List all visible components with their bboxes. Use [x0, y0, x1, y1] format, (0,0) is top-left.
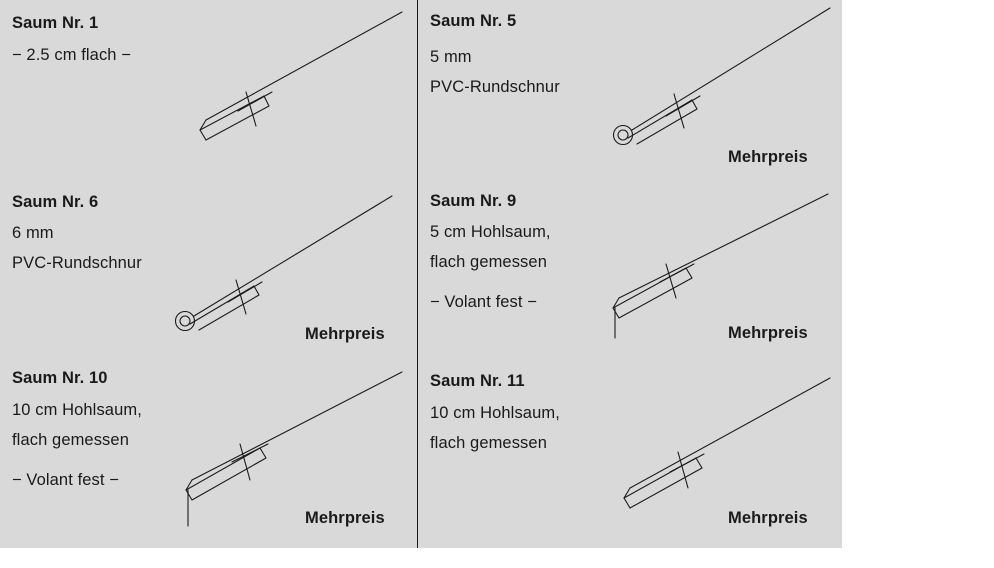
hem-item-saum-10 [0, 356, 417, 548]
saum-10-surcharge: Mehrpreis [305, 509, 385, 527]
saum-10-volant-note: − Volant fest − [12, 471, 119, 489]
saum-6-surcharge: Mehrpreis [305, 325, 385, 343]
saum-5-title: Saum Nr. 5 [430, 12, 517, 30]
saum-11-surcharge: Mehrpreis [728, 509, 808, 527]
saum-9-line-2: flach gemessen [430, 253, 547, 271]
saum-11-line-2: flach gemessen [430, 434, 547, 452]
saum-1-line-1: − 2.5 cm flach − [12, 46, 131, 64]
saum-10-title: Saum Nr. 10 [12, 369, 108, 387]
hem-item-saum-9 [418, 178, 842, 356]
saum-10-drawing [170, 368, 405, 518]
hem-item-saum-11 [418, 356, 842, 548]
saum-10-line-2: flach gemessen [12, 431, 129, 449]
saum-1-title: Saum Nr. 1 [12, 14, 99, 32]
saum-10-line-1: 10 cm Hohlsaum, [12, 401, 142, 419]
saum-6-title: Saum Nr. 6 [12, 193, 99, 211]
saum-5-drawing [604, 4, 834, 144]
hem-item-saum-6 [0, 178, 417, 356]
saum-11-title: Saum Nr. 11 [430, 372, 525, 390]
saum-9-drawing [604, 190, 834, 330]
saum-5-line-2: PVC-Rundschnur [430, 78, 560, 96]
saum-1-drawing [190, 8, 410, 148]
saum-11-drawing [604, 370, 834, 520]
saum-6-line-2: PVC-Rundschnur [12, 254, 142, 272]
saum-6-drawing [168, 192, 398, 332]
saum-5-surcharge: Mehrpreis [728, 148, 808, 166]
saum-9-surcharge: Mehrpreis [728, 324, 808, 342]
hem-item-saum-5 [418, 0, 842, 178]
saum-9-title: Saum Nr. 9 [430, 192, 517, 210]
saum-5-line-1: 5 mm [430, 48, 472, 66]
saum-9-line-1: 5 cm Hohlsaum, [430, 223, 551, 241]
saum-11-line-1: 10 cm Hohlsaum, [430, 404, 560, 422]
saum-6-line-1: 6 mm [12, 224, 54, 242]
hem-item-saum-1 [0, 0, 417, 178]
saum-9-volant-note: − Volant fest − [430, 293, 537, 311]
